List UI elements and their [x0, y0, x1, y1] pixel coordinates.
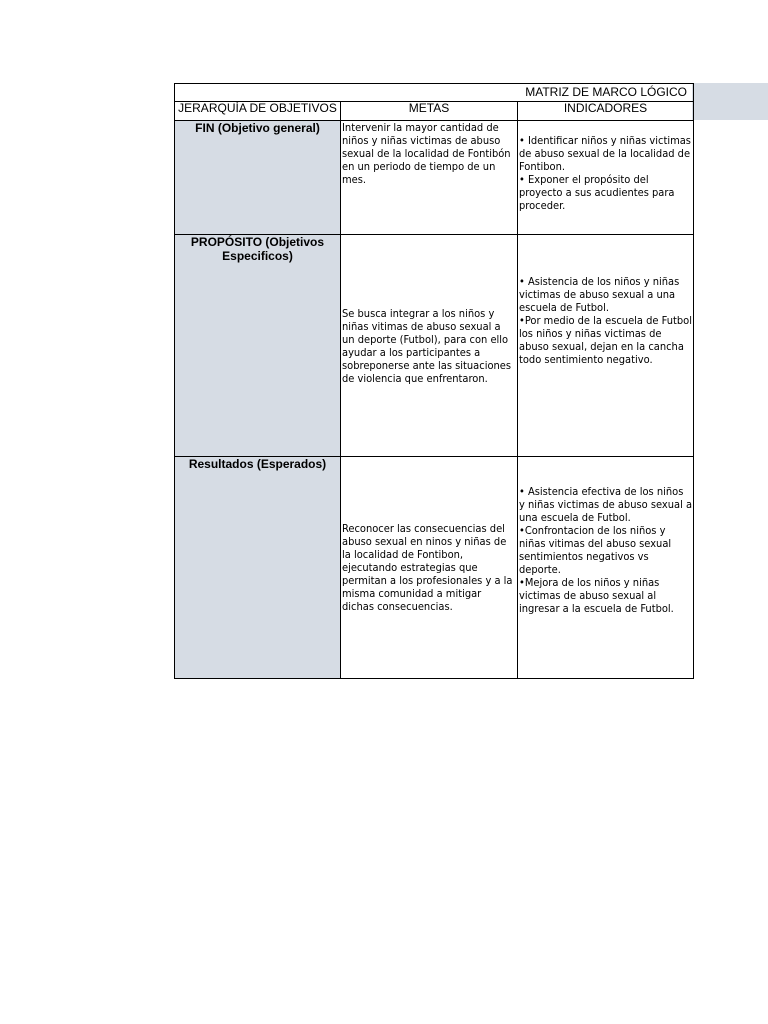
logical-framework-table [174, 83, 694, 679]
metas-cell-proposito: Se busca integrar a los niños y niñas vitimas de abuso sexual a un deporte (Futbol), para con ello ayudar a los participantes a sobreponerse ante las situaciones de violencia que enfrentaron. [341, 235, 518, 457]
metas-cell-resultados: Reconocer las consecuencias del abuso sexual en ninos y niñas de la localidad de Fontibon, ejecutando estrategias que permitan a los profesionales y a la misma comunidad a mitigar dichas consecuencias. [341, 457, 518, 679]
indicator-item: •Por medio de la escuela de Futbol los niños y niñas victimas de abuso sexual, dejan en la cancha todo sentimiento negativo. [519, 314, 692, 366]
table-row-resultados [175, 457, 694, 679]
hierarchy-cell-resultados: Resultados (Esperados) [175, 457, 341, 679]
header-indicadores: INDICADORES [518, 102, 694, 121]
indicator-item: • Asistencia efectiva de los niños y niñas victimas de abuso sexual a una escuela de Futbol. [519, 485, 693, 524]
indicadores-cell-fin [518, 121, 694, 235]
metas-cell-fin: Intervenir la mayor cantidad de niños y niñas victimas de abuso sexual de la localidad de Fontibón en un periodo de tiempo de un mes. [341, 121, 518, 235]
indicator-item: • Exponer el propósito del proyecto a sus acudientes para proceder. [519, 173, 675, 212]
table-header-row [175, 102, 694, 121]
indicator-item: • Identificar niños y niñas victimas de abuso sexual de la localidad de Fontibon. [519, 134, 691, 173]
indicadores-cell-resultados [518, 457, 694, 679]
header-metas: METAS [341, 102, 518, 121]
indicator-item: •Mejora de los niños y niñas victimas de abuso sexual al ingresar a la escuela de Futbol. [519, 576, 674, 615]
indicator-item: •Confrontacion de los niños y niñas vitimas del abuso sexual sentimientos negativos vs deporte. [519, 524, 672, 576]
table-row-fin [175, 121, 694, 235]
indicadores-cell-proposito [518, 235, 694, 457]
header-hierarchy: JERARQUÍA DE OBJETIVOS [175, 102, 341, 121]
table-title: MATRIZ DE MARCO LÓGICO [525, 85, 688, 99]
hierarchy-cell-fin: FIN (Objetivo general) [175, 121, 341, 235]
hierarchy-cell-proposito: PROPÓSITO (Objetivos Especificos) [175, 235, 341, 457]
side-tab-shading [692, 83, 768, 120]
indicator-item: • Asistencia de los niños y niñas victimas de abuso sexual a una escuela de Futbol. [519, 275, 680, 314]
table-title-cell [175, 84, 694, 102]
table-row-proposito [175, 235, 694, 457]
table-title-row [175, 84, 694, 102]
